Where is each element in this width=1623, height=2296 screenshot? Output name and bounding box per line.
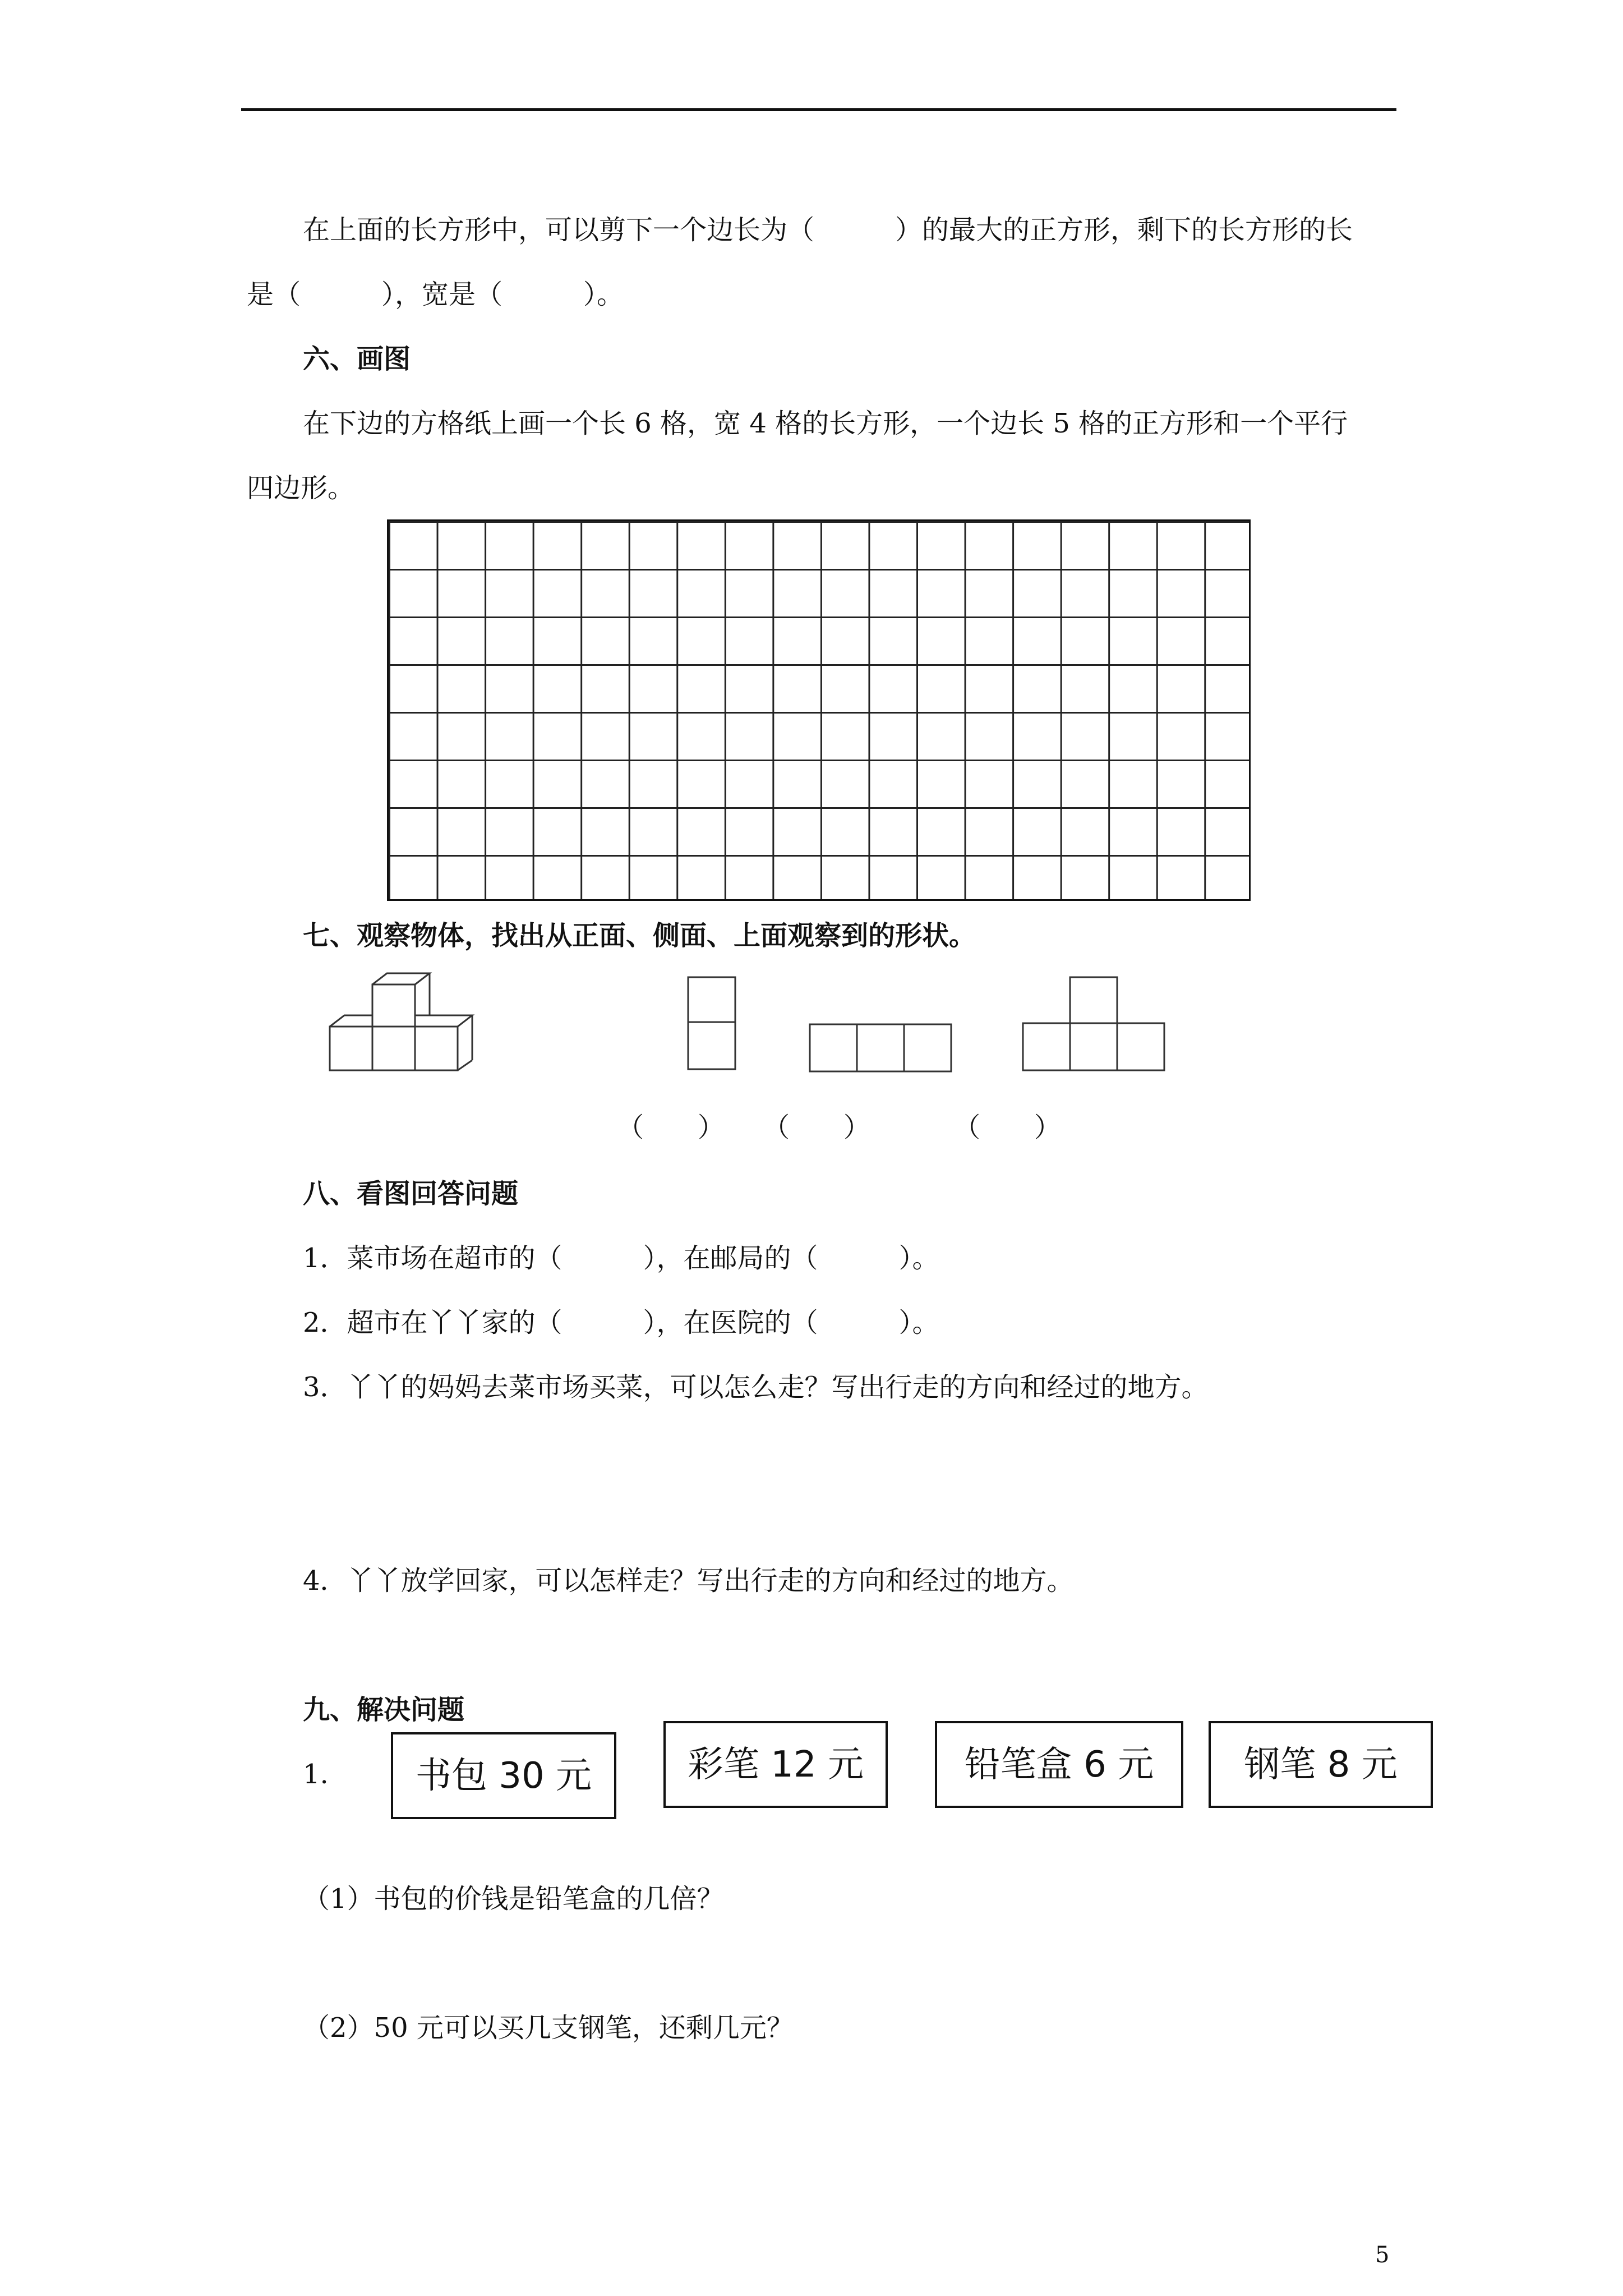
header-rule (241, 108, 1396, 111)
section-8-question-3: 3．丫丫的妈妈去菜市场买菜，可以怎么走？写出行走的方向和经过的地方。 (303, 1372, 1209, 1403)
cube-figure (325, 970, 482, 1077)
price-card-pen: 钢笔 8 元 (1209, 1721, 1433, 1808)
intro-line-1: 在上面的长方形中，可以剪下一个边长为（ ）的最大的正方形，剩下的长方形的长 (303, 214, 1353, 246)
answer-blank-3: （ ） (953, 1112, 1062, 1143)
section-8-heading: 八、看图回答问题 (303, 1178, 519, 1209)
view-vertical (687, 976, 737, 1071)
view-horizontal-row (809, 1023, 955, 1074)
intro-line-2: 是（ ），宽是（ ）。 (247, 279, 624, 310)
answer-blank-2: （ ） (763, 1112, 871, 1143)
answer-blank-1: （ ） (617, 1112, 725, 1143)
section-8-question-4: 4．丫丫放学回家，可以怎样走？写出行走的方向和经过的地方。 (303, 1565, 1074, 1596)
view-t-shape (1022, 976, 1170, 1071)
section-7-heading: 七、观察物体，找出从正面、侧面、上面观察到的形状。 (303, 920, 976, 951)
price-card-markers: 彩笔 12 元 (663, 1721, 888, 1808)
section-9-number: 1. (303, 1759, 329, 1790)
section-6-line-2: 四边形。 (247, 472, 355, 504)
section-8-question-1: 1．菜市场在超市的（ ），在邮局的（ ）。 (303, 1243, 939, 1274)
price-card-bag: 书包 30 元 (391, 1732, 616, 1819)
section-9-sub-question-1: （1）书包的价钱是铅笔盒的几倍？ (303, 1883, 724, 1915)
price-card-pencil-box: 铅笔盒 6 元 (935, 1721, 1183, 1808)
section-6-line-1: 在下边的方格纸上画一个长 6 格，宽 4 格的长方形，一个边长 5 格的正方形和一个平行 (303, 408, 1348, 439)
section-6-heading: 六、画图 (303, 343, 411, 375)
page-number: 5 (1375, 2242, 1390, 2268)
section-9-heading: 九、解决问题 (303, 1694, 465, 1726)
section-8-question-2: 2．超市在丫丫家的（ ），在医院的（ ）。 (303, 1307, 939, 1338)
section-9-sub-question-2: （2）50 元可以买几支钢笔，还剩几元？ (303, 2012, 794, 2044)
grid-paper (387, 519, 1251, 901)
